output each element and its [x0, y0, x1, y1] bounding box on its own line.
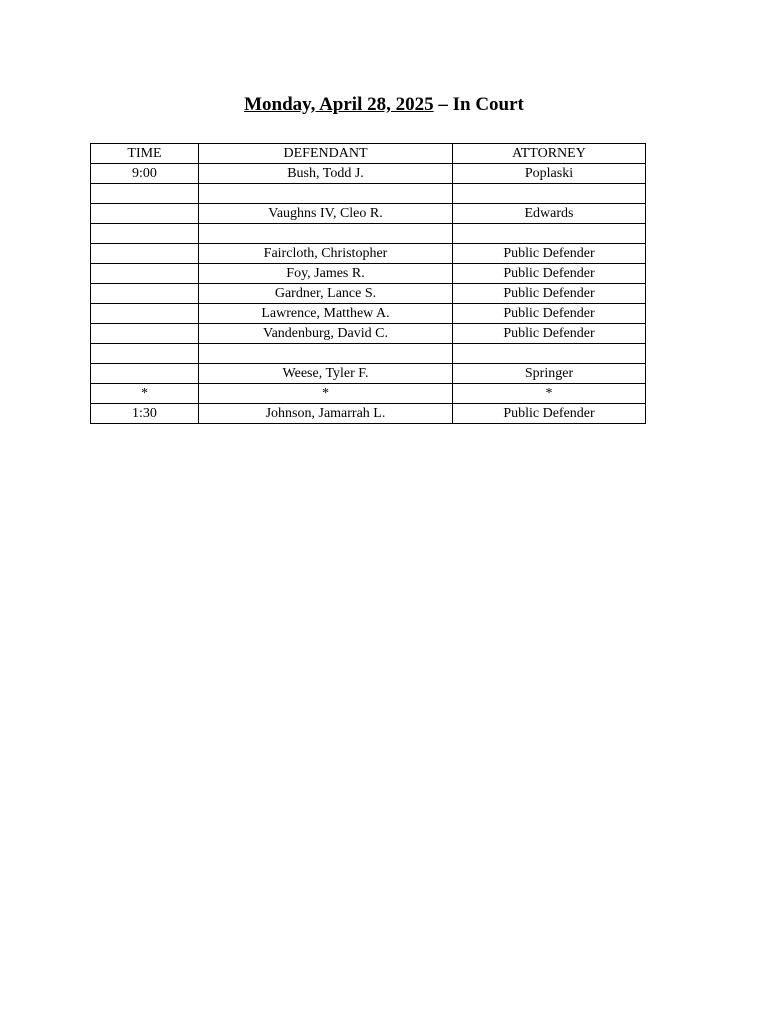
- cell-attorney: Edwards: [453, 204, 646, 224]
- title-date: Monday, April 28, 2025: [244, 94, 434, 115]
- table-row: [91, 244, 646, 264]
- header-row: [91, 144, 646, 164]
- cell-attorney: *: [453, 384, 646, 404]
- title-location: In Court: [452, 94, 524, 115]
- cell-defendant: [199, 344, 453, 364]
- cell-defendant: Vaughns IV, Cleo R.: [199, 204, 453, 224]
- cell-time: [91, 184, 199, 204]
- cell-time: [91, 244, 199, 264]
- cell-attorney: Poplaski: [453, 164, 646, 184]
- table-row: [91, 404, 646, 424]
- table-row: [91, 364, 646, 384]
- cell-attorney: Public Defender: [453, 324, 646, 344]
- page-title: [0, 92, 768, 118]
- table-row: [91, 344, 646, 364]
- cell-defendant: Lawrence, Matthew A.: [199, 304, 453, 324]
- cell-time: [91, 224, 199, 244]
- cell-attorney: Public Defender: [453, 284, 646, 304]
- table-row: [91, 164, 646, 184]
- cell-defendant: Weese, Tyler F.: [199, 364, 453, 384]
- table-row: [91, 264, 646, 284]
- cell-time: [91, 264, 199, 284]
- table-row: [91, 384, 646, 404]
- table-row: [91, 284, 646, 304]
- cell-time: *: [91, 384, 199, 404]
- cell-attorney: Public Defender: [453, 264, 646, 284]
- cell-defendant: [199, 184, 453, 204]
- table-row: [91, 204, 646, 224]
- table-row: [91, 184, 646, 204]
- cell-time: [91, 324, 199, 344]
- cell-attorney: [453, 184, 646, 204]
- cell-defendant: Vandenburg, David C.: [199, 324, 453, 344]
- column-header-defendant: DEFENDANT: [199, 144, 453, 164]
- cell-defendant: Gardner, Lance S.: [199, 284, 453, 304]
- cell-time: [91, 284, 199, 304]
- table-row: [91, 324, 646, 344]
- cell-time: 9:00: [91, 164, 199, 184]
- cell-attorney: Public Defender: [453, 404, 646, 424]
- cell-attorney: Public Defender: [453, 244, 646, 264]
- cell-defendant: Bush, Todd J.: [199, 164, 453, 184]
- cell-time: [91, 304, 199, 324]
- column-header-attorney: ATTORNEY: [453, 144, 646, 164]
- cell-attorney: [453, 344, 646, 364]
- cell-attorney: Springer: [453, 364, 646, 384]
- table-row: [91, 224, 646, 244]
- cell-time: [91, 204, 199, 224]
- cell-attorney: [453, 224, 646, 244]
- cell-attorney: Public Defender: [453, 304, 646, 324]
- cell-defendant: Foy, James R.: [199, 264, 453, 284]
- cell-defendant: Faircloth, Christopher: [199, 244, 453, 264]
- cell-time: 1:30: [91, 404, 199, 424]
- table-row: [91, 304, 646, 324]
- cell-time: [91, 344, 199, 364]
- column-header-time: TIME: [91, 144, 199, 164]
- cell-time: [91, 364, 199, 384]
- cell-defendant: Johnson, Jamarrah L.: [199, 404, 453, 424]
- title-separator: –: [433, 94, 453, 115]
- cell-defendant: [199, 224, 453, 244]
- cell-defendant: *: [199, 384, 453, 404]
- court-docket-table: [90, 143, 646, 424]
